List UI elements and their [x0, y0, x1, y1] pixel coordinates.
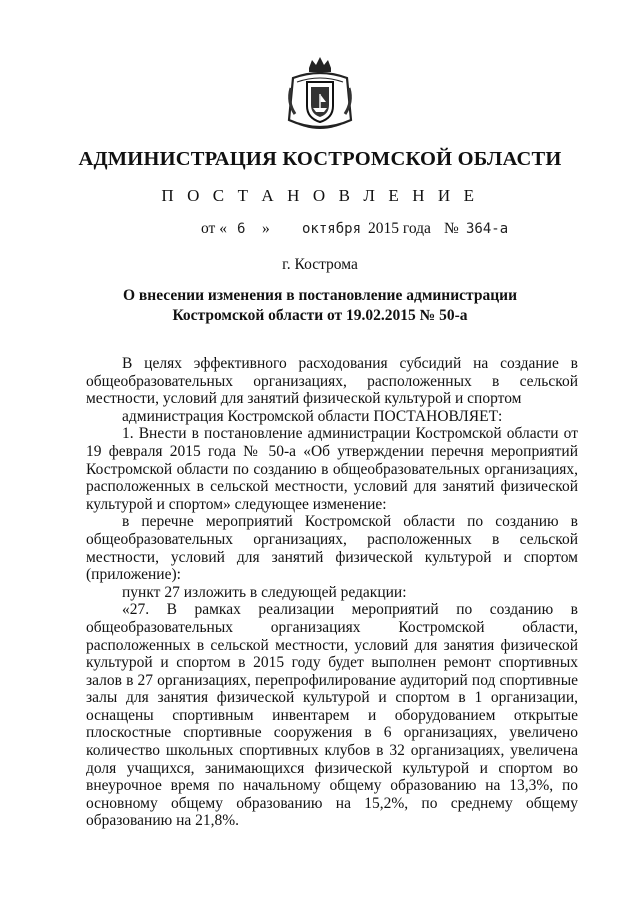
coat-of-arms-emblem — [285, 54, 355, 136]
subject-line-2: Костромской области от 19.02.2015 № 50-а — [172, 307, 468, 324]
paragraph-point-27: «27. В рамках реализации мероприятий по созданию в общеобразовательных организациях Костромской области, расположенных в сельской местности, условий для занятия физической культурой и спортом в 2015 году будет выполнен ремонт спортивных залов в 27 организациях, перепрофилирование аудиторий под спортивные залы для занятия физической культурой и спортом в 1 организации, оснащены спортивным инвентарем и оборудованием открытые плоскостные спортивные сооружения в 6 организациях, увеличено количество школьных спортивных клубов в 32 организациях, увеличена доля учащихся, занимающихся физической культурой и спортом во внеурочное время по начальному общему образованию на 13,3%, по основному общему образованию на 15,2%, по среднему общему образованию на 21,8%. — [86, 601, 578, 830]
number-sign: № — [444, 220, 459, 237]
document-subject — [0, 286, 640, 326]
date-month: октября — [302, 221, 362, 237]
organization-title: АДМИНИСТРАЦИЯ КОСТРОМСКОЙ ОБЛАСТИ — [78, 148, 562, 170]
document-number: 364-а — [466, 221, 509, 237]
city: г. Кострома — [282, 256, 358, 273]
document-type: П О С Т А Н О В Л Е Н И Е — [161, 186, 479, 205]
paragraph-list-change: в перечне мероприятий Костромской области по созданию в общеобразовательных организациях, расположенных в сельской местности, условий для занятий физической культурой и спортом (приложение): — [86, 513, 578, 584]
date-prefix: от « — [201, 220, 227, 237]
document-body — [86, 355, 578, 830]
date-year: 2015 года — [368, 220, 431, 237]
subject-line-1: О внесении изменения в постановление администрации — [122, 287, 518, 304]
paragraph-preamble: В целях эффективного расходования субсидий на создание в общеобразовательных организациях, расположенных в сельской местности, условий для занятий физической культурой и спортом — [86, 355, 578, 408]
date-close-quote: » — [262, 220, 270, 237]
paragraph-resolves: администрация Костромской области ПОСТАНОВЛЯЕТ: — [122, 407, 503, 425]
paragraph-item-1: 1. Внести в постановление администрации Костромской области от 19 февраля 2015 года № 50-а «Об утверждении перечня мероприятий Костромской области по созданию в общеобразовательных организациях, расположенных в сельской местности, условий для занятий физической культурой и спортом» следующее изменение: — [86, 425, 578, 513]
date-day: 6 — [237, 221, 246, 237]
paragraph-point-27-intro: пункт 27 изложить в следующей редакции: — [122, 583, 407, 601]
